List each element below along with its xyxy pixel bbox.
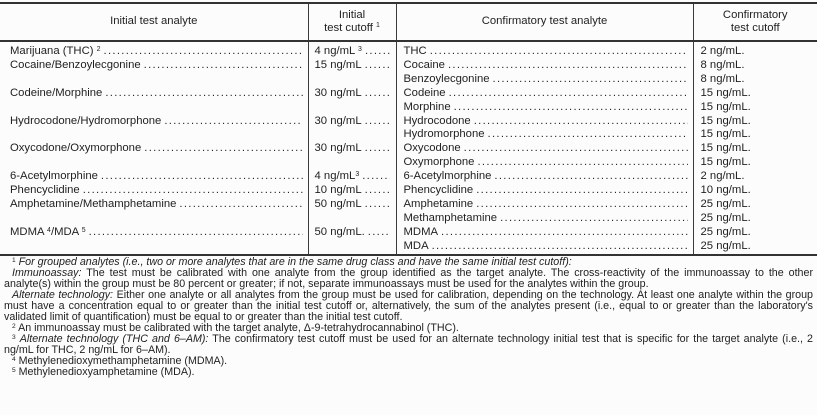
initial-cutoff-cell: 15 ng/mL .....: [308, 59, 396, 87]
dot-leader: [461, 142, 688, 156]
dot-leader: [446, 87, 688, 101]
dot-leader: [473, 198, 687, 212]
dot-leader: [362, 115, 390, 129]
initial-cutoff-cell: 4 ng/mL $^3$ .....: [308, 41, 396, 59]
confirmatory-cutoff-cell: 25 ng/mL.: [700, 225, 751, 238]
confirmatory-cutoff-cell: 25 ng/mL.: [700, 197, 751, 210]
footnote-5: $^5$ Methylenedioxyamphetamine (MDA).: [12, 366, 195, 378]
dot-leader: [102, 87, 302, 101]
initial-cutoff-cell: 30 ng/mL .....: [308, 142, 396, 170]
confirmatory-analyte-cell: Hydromorphone .....: [396, 128, 693, 142]
confirmatory-analyte-cell: Cocaine .....: [396, 59, 693, 73]
dot-leader: [490, 73, 688, 87]
confirmatory-cutoff-cell: 25 ng/mL.: [700, 211, 751, 224]
dot-leader: [86, 226, 303, 240]
confirmatory-analyte-cell: Amphetamine .....: [396, 198, 693, 212]
dot-leader: [474, 156, 687, 170]
confirmatory-cutoff-cell: 10 ng/mL.: [700, 184, 751, 197]
table-row: [0, 87, 817, 101]
dot-leader: [471, 115, 688, 129]
table-row: [0, 142, 817, 156]
dot-leader: [176, 198, 302, 212]
dot-leader: [429, 240, 688, 254]
confirmatory-cutoff-cell: 15 ng/mL.: [700, 86, 751, 99]
table-row: [0, 184, 817, 198]
initial-analyte-cell: Amphetamine/Methamphetamine .....: [0, 198, 308, 226]
table-row: [0, 115, 817, 129]
initial-cutoff-cell: 4 $ng/mL^3$ .....: [308, 170, 396, 184]
table-row: [0, 226, 817, 240]
dot-leader: [161, 115, 302, 129]
initial-analyte-cell: Hydrocodone/Hydromorphone .....: [0, 115, 308, 143]
dot-leader: [141, 142, 302, 156]
header-initial-test-analyte: Initial test analyte: [0, 3, 308, 41]
header-confirmatory-test-analyte: Confirmatory test analyte: [396, 3, 693, 41]
table-row: [0, 170, 817, 184]
footnote-2: $^2$ An immunoassay must be calibrated with the target analyte, Δ-9-tetrahydrocannabinol (THC).: [12, 322, 459, 334]
initial-analyte-cell: 6-Acetylmorphine .....: [0, 170, 308, 184]
dot-leader: [445, 59, 688, 73]
confirmatory-analyte-cell: Methamphetamine .....: [396, 212, 693, 226]
confirmatory-analyte-cell: Oxymorphone .....: [396, 156, 693, 170]
dot-leader: [359, 170, 389, 184]
confirmatory-cutoff-cell: 15 ng/mL.: [700, 114, 751, 127]
footnote-1: $^1$ For grouped analytes (i.e., two or more analytes that are in the same drug class and have the same initial test cutoff):: [12, 256, 572, 268]
dot-leader: [362, 142, 390, 156]
header-confirmatory-test-cutoff: Confirmatory test cutoff: [693, 3, 817, 41]
dot-leader: [427, 45, 688, 59]
dot-leader: [98, 170, 303, 184]
confirmatory-analyte-cell: Codeine .....: [396, 87, 693, 101]
confirmatory-cutoff-cell: 2 ng/mL.: [700, 170, 745, 183]
dot-leader: [485, 128, 688, 142]
confirmatory-cutoff-cell: 15 ng/mL.: [700, 128, 751, 141]
footnote-3: $^3$ Alternate technology (THC and 6–AM): The confirmatory test cutoff must be used for an alternate technology initial test that is specific for the target analyte (i.e., 2 ng/mL for THC, 2 ng/mL for 6–AM).: [4, 333, 813, 356]
confirmatory-cutoff-cell: 8 ng/mL.: [700, 58, 745, 71]
dot-leader: [362, 59, 390, 73]
dot-leader: [438, 226, 687, 240]
dot-leader: [362, 198, 390, 212]
confirmatory-analyte-cell: Phencyclidine .....: [396, 184, 693, 198]
initial-cutoff-cell: 50 ng/mL. .....: [308, 226, 396, 255]
confirmatory-analyte-cell: 6-Acetylmorphine .....: [396, 170, 693, 184]
dot-leader: [473, 184, 687, 198]
footnote-4: $^4$ Methylenedioxymethamphetamine (MDMA).: [12, 355, 228, 367]
confirmatory-analyte-cell: MDA .....: [396, 240, 693, 255]
dot-leader: [362, 45, 390, 59]
footnotes-section: [4, 257, 813, 378]
confirmatory-analyte-cell: Benzoylecgonine .....: [396, 73, 693, 87]
dot-leader: [365, 226, 390, 240]
confirmatory-cutoff-cell: 8 ng/mL.: [700, 72, 745, 85]
confirmatory-analyte-cell: MDMA .....: [396, 226, 693, 240]
table-header-row: [0, 3, 817, 41]
dot-leader: [141, 59, 303, 73]
confirmatory-analyte-cell: Morphine .....: [396, 101, 693, 115]
dot-leader: [491, 170, 687, 184]
confirmatory-analyte-cell: Hydrocodone .....: [396, 115, 693, 129]
dot-leader: [80, 184, 303, 198]
initial-analyte-cell: Marijuana (THC) $^2$ .....: [0, 41, 308, 59]
table-row: [0, 59, 817, 73]
table-row: [0, 41, 817, 59]
confirmatory-cutoff-cell: 2 ng/mL.: [700, 45, 745, 57]
initial-cutoff-cell: 50 ng/mL .....: [308, 198, 396, 226]
initial-analyte-cell: Codeine/Morphine .....: [0, 87, 308, 115]
initial-analyte-cell: MDMA $^4$/MDA $^5$ .....: [0, 226, 308, 255]
initial-analyte-cell: Cocaine/Benzoylecgonine .....: [0, 59, 308, 87]
confirmatory-cutoff-cell: 15 ng/mL.: [700, 156, 751, 169]
footnote-1-alternate-technology: Alternate technology: Either one analyte or all analytes from the group must be used for calibration, depending on the technology. At least one analyte within the group must have a concentration equal to or greater than the initial test cutoff or, alternatively, the sum of the analytes present (i.e., equal to or greater than the laboratory's validated limit of quantification) must be equal to or greater than the initial test cutoff.: [4, 289, 813, 323]
initial-cutoff-cell: 10 ng/mL .....: [308, 184, 396, 198]
footnote-1-immunoassay: Immunoassay: The test must be calibrated with one analyte from the group identified as the target analyte. The cross-reactivity of the immunoassay to the other analyte(s) within the group must be 80 percent or greater; if not, separate immunoassays must be used for the analytes within the group.: [4, 267, 813, 290]
dot-leader: [362, 184, 390, 198]
dot-leader: [362, 87, 390, 101]
confirmatory-analyte-cell: THC .....: [396, 41, 693, 59]
table-row: [0, 198, 817, 212]
confirmatory-cutoff-cell: 25 ng/mL.: [700, 239, 751, 252]
confirmatory-analyte-cell: Oxycodone .....: [396, 142, 693, 156]
header-initial-test-cutoff: Initial test cutoff $^1$: [308, 3, 396, 41]
dot-leader: [451, 101, 688, 115]
confirmatory-cutoff-cell: 15 ng/mL.: [700, 142, 751, 155]
initial-cutoff-cell: 30 ng/mL .....: [308, 115, 396, 143]
dot-leader: [497, 212, 687, 226]
initial-analyte-cell: Phencyclidine .....: [0, 184, 308, 198]
drug-testing-cutoff-table: [0, 2, 817, 256]
initial-cutoff-cell: 30 ng/mL .....: [308, 87, 396, 115]
dot-leader: [101, 45, 303, 59]
confirmatory-cutoff-cell: 15 ng/mL.: [700, 100, 751, 113]
initial-analyte-cell: Oxycodone/Oxymorphone .....: [0, 142, 308, 170]
table-body: [0, 41, 817, 255]
